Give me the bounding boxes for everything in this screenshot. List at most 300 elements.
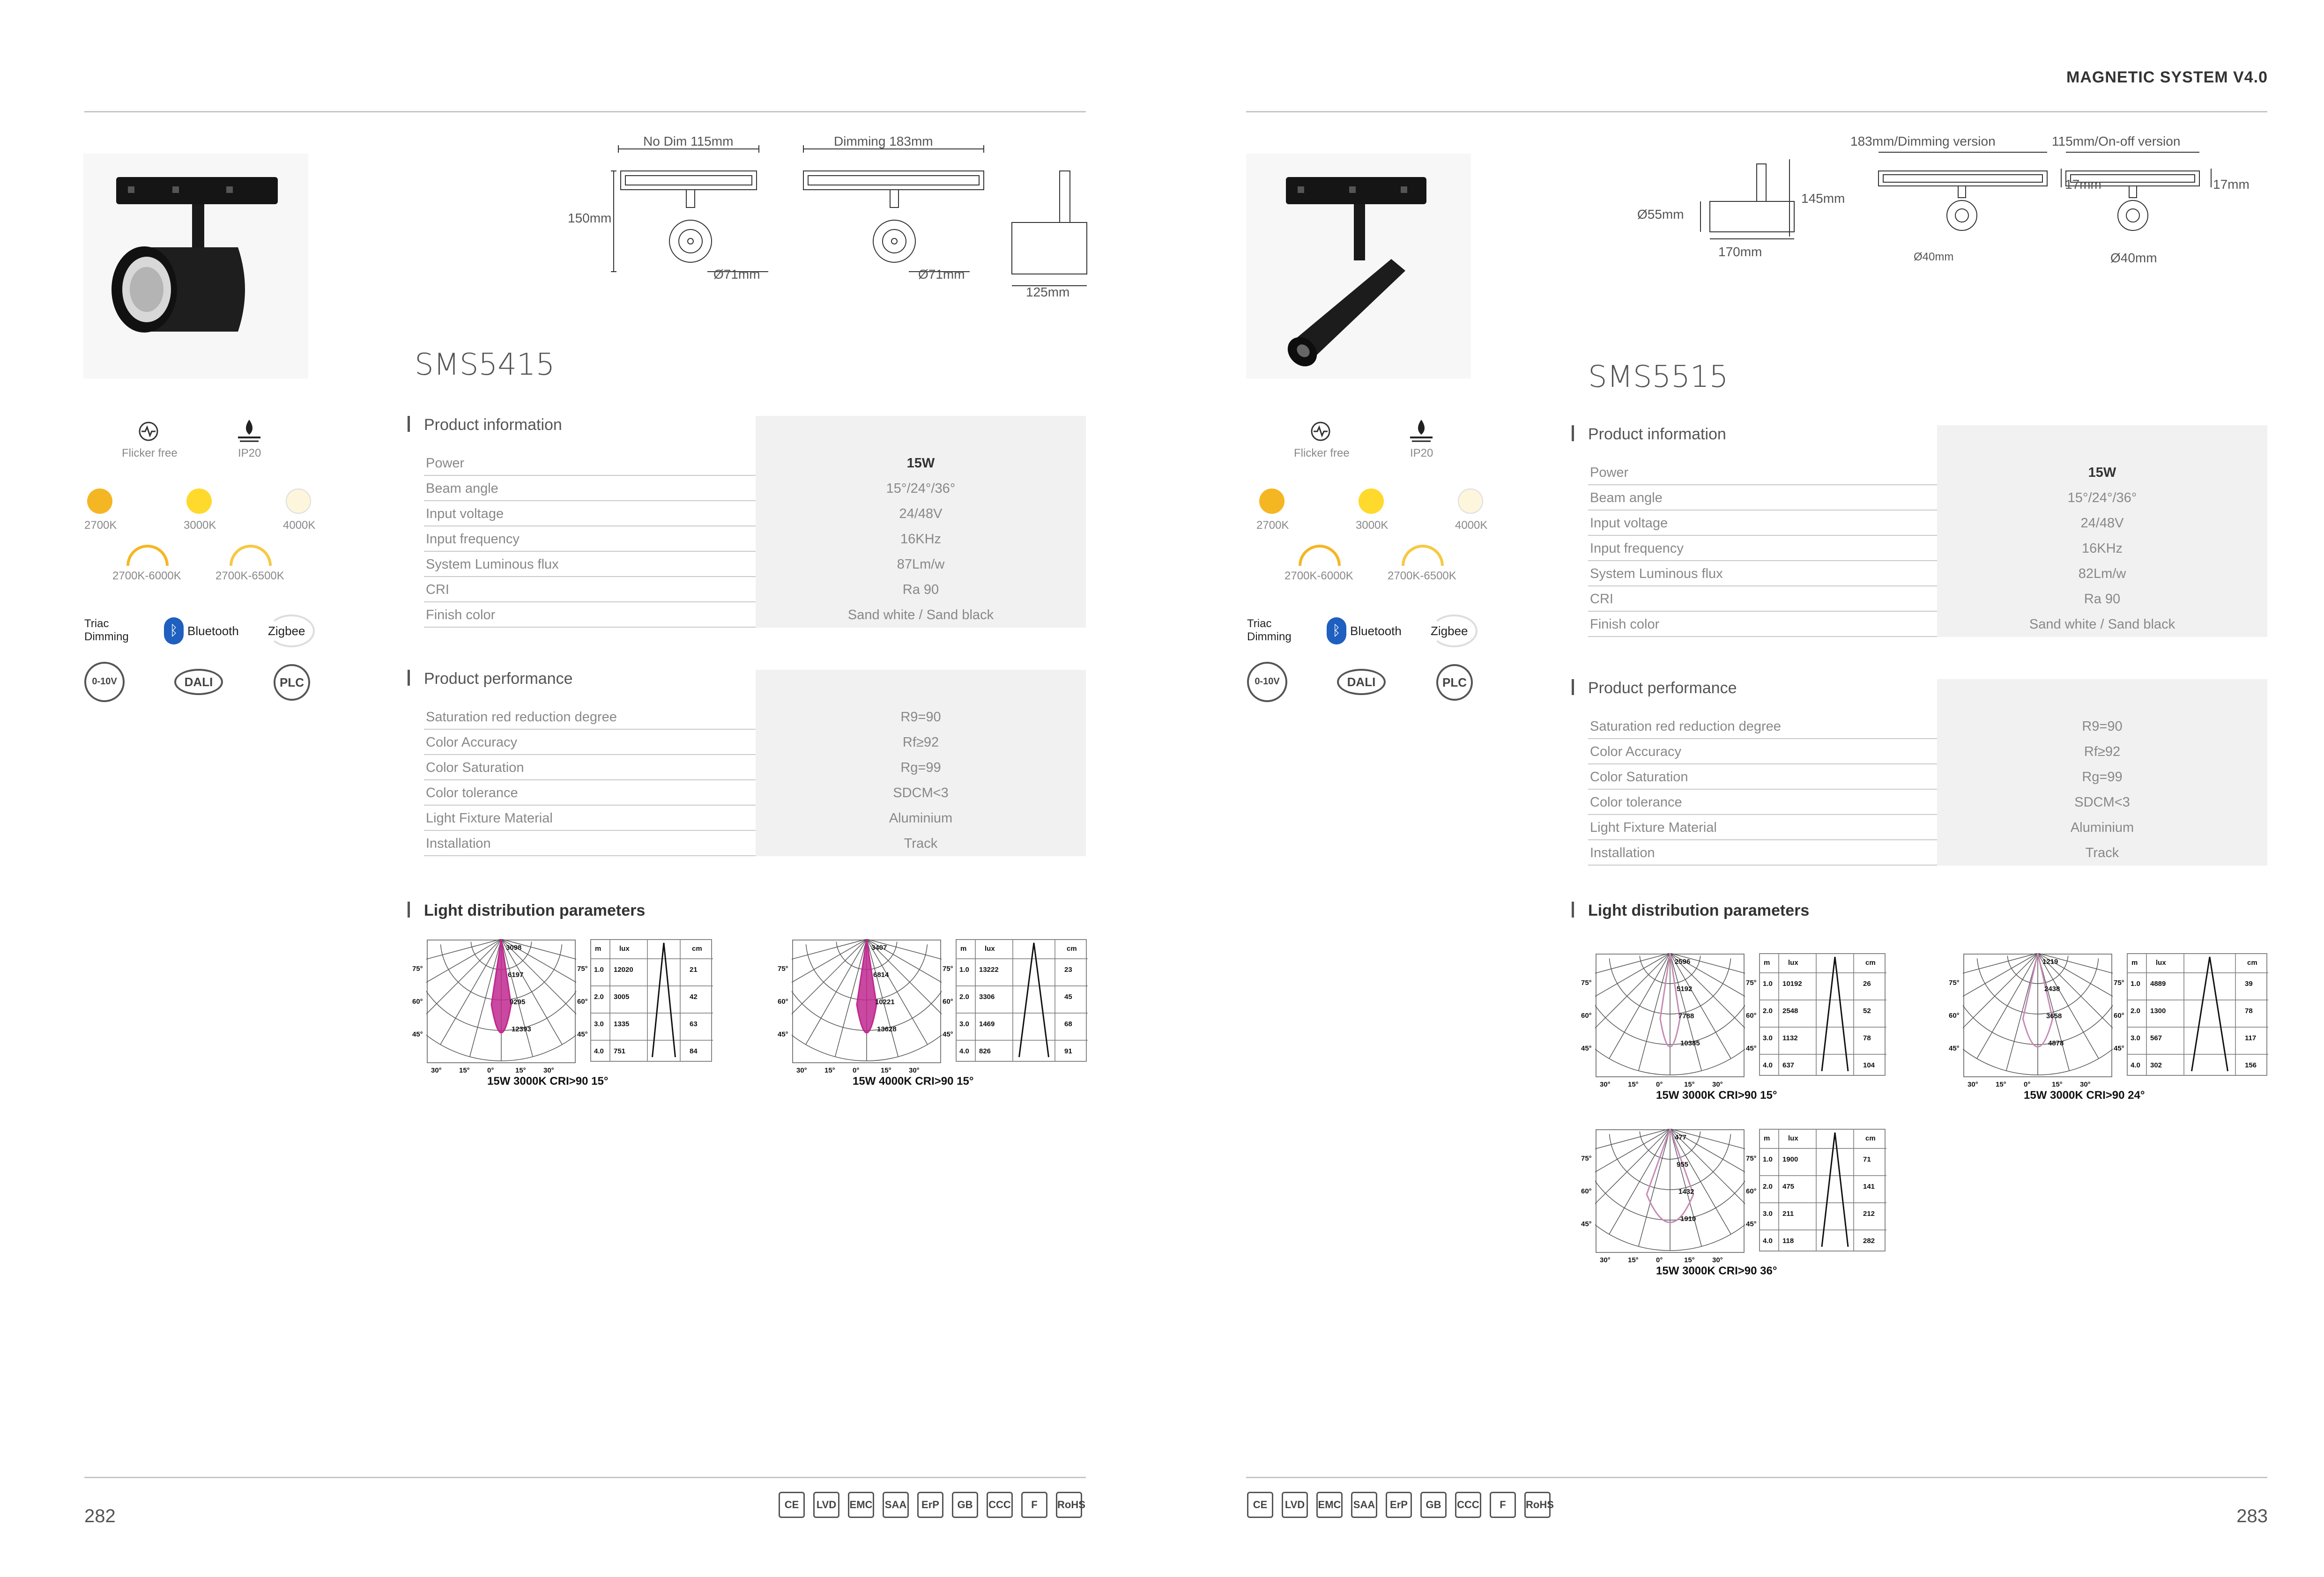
angle-label: 0° [2024,1081,2031,1088]
polar-value-label: 3658 [2046,1012,2062,1020]
table-cell: 1132 [1782,1034,1798,1042]
spec-key: Power [1590,465,1629,480]
certification-ccc-icon: CCC [987,1492,1013,1518]
certification-rohs-icon: RoHS [1524,1492,1551,1518]
plc-badge-right: PLC [1436,664,1473,701]
certification-ce-icon: CE [779,1492,805,1518]
spec-key: Color tolerance [426,785,518,800]
spec-row [1588,714,2267,739]
spec-key: Installation [1590,845,1655,860]
tunable-2700-6000-icon-right [1299,545,1341,566]
spec-key: System Luminous flux [426,557,559,572]
plc-badge: PLC [274,664,310,701]
table-cell: 78 [1863,1034,1871,1042]
angle-label: 75° [1949,979,1960,987]
angle-label: 15° [881,1066,891,1074]
certification-lvd-icon: LVD [1282,1492,1308,1518]
table-cell: 104 [1863,1061,1875,1069]
zigbee-label: Zigbee [268,624,305,638]
spec-row [424,451,1086,476]
table-header: m [2131,959,2138,967]
table-cell: 637 [1782,1061,1795,1069]
color-label-2700k: 2700K [84,519,117,532]
tunable-2700-6000-icon [126,545,169,566]
angle-label: 60° [2114,1012,2124,1020]
angle-label: 60° [1949,1012,1960,1020]
spec-row [1588,586,2267,612]
illuminance-table [590,939,712,1062]
flicker-free-icon-right [1309,420,1332,443]
table-cell: 475 [1782,1183,1795,1191]
polar-value-label: 2438 [2044,985,2060,993]
right-top-rule [1246,111,2267,112]
spec-key: Color Saturation [426,760,524,775]
dim-onoff-version: 115mm/On-off version [2052,134,2181,148]
product-performance-table [424,670,1086,857]
table-header: lux [619,945,630,953]
table-cell: 13222 [979,966,999,974]
dim-dimming: Dimming 183mm [834,134,933,148]
product-info-table-right [1588,425,2267,636]
table-cell: 78 [2245,1007,2253,1015]
table-cell: 91 [1064,1047,1072,1055]
table-cell: 302 [2150,1061,2162,1069]
light-distribution-chart [1949,953,2267,1108]
spec-key: System Luminous flux [1590,566,1723,581]
chart-caption: 15W 3000K CRI>90 15° [487,1075,609,1088]
polar-value-label: 6814 [873,971,889,979]
dali-badge-right: DALI [1337,669,1386,695]
spec-row [424,476,1086,501]
color-4000k-swatch [286,489,311,514]
table-cell: 4.0 [959,1047,969,1055]
triac-dimming-label: Triac Dimming [84,617,129,643]
dim-length: 170mm [1718,244,1762,259]
dim-diameter: Ø55mm [1637,207,1684,222]
table-cell: 52 [1863,1007,1871,1015]
color-label-3000k: 3000K [184,519,216,532]
spec-value: Ra 90 [1937,586,2267,612]
table-header: lux [2156,959,2166,967]
color-label-4000k: 4000K [283,519,316,532]
flicker-free-label-right: Flicker free [1294,447,1350,459]
flicker-free-icon [137,420,160,443]
table-cell: 141 [1863,1183,1875,1191]
angle-label: 30° [2080,1081,2091,1088]
polar-diagram [792,939,942,1066]
light-distribution-heading: Light distribution parameters [408,902,645,920]
table-cell: 10192 [1782,980,1802,988]
angle-label: 75° [778,965,788,973]
certification-gb-icon: GB [1420,1492,1447,1518]
angle-label: 30° [1712,1256,1723,1264]
angle-label: 30° [431,1066,442,1074]
illuminance-table [2127,953,2267,1076]
angle-label: 30° [1600,1081,1611,1088]
color-4000k-swatch-right [1458,489,1483,514]
spec-key: Saturation red reduction degree [1590,719,1781,734]
table-cell: 212 [1863,1210,1875,1218]
spec-key: CRI [426,582,449,597]
angle-label: 45° [1746,1220,1757,1228]
model-name: SMS5415 [415,348,555,382]
spec-value: Sand white / Sand black [1937,612,2267,637]
polar-diagram [1595,953,1745,1080]
spec-value: Rf≥92 [756,730,1086,755]
spec-value: 24/48V [756,501,1086,526]
spec-value: 15°/24°/36° [1937,485,2267,511]
spec-value: 15°/24°/36° [756,476,1086,501]
left-bottom-rule [84,1477,1086,1478]
angle-label: 75° [943,965,953,973]
illuminance-table [1759,1129,1886,1251]
spec-row [1588,790,2267,815]
zigbee-label-right: Zigbee [1431,624,1468,638]
table-cell: 4.0 [594,1047,604,1055]
spec-key: Color tolerance [1590,795,1682,810]
spec-value: Track [1937,840,2267,866]
table-cell: 42 [690,993,698,1001]
spec-row [1588,840,2267,866]
angle-label: 15° [1996,1081,2006,1088]
polar-value-label: 2596 [1675,958,1691,966]
product-performance-heading: Product performance [408,670,573,688]
spec-key: Finish color [426,607,496,622]
angle-label: 15° [824,1066,835,1074]
angle-label: 75° [2114,979,2124,987]
certification-erp-icon: ErP [1386,1492,1412,1518]
polar-value-label: 1910 [1680,1215,1696,1223]
spec-key: Input frequency [1590,541,1684,556]
spec-value: Sand white / Sand black [756,602,1086,628]
bluetooth-label-right: Bluetooth [1350,624,1402,638]
dali-badge: DALI [174,669,223,695]
spec-key: Saturation red reduction degree [426,710,617,725]
table-cell: 2.0 [959,993,969,1001]
beam-lobe [491,939,511,1033]
product-performance-table-right [1588,679,2267,866]
ip20-label: IP20 [238,447,261,459]
polar-value-label: 4878 [2048,1039,2064,1047]
angle-label: 15° [1684,1081,1695,1088]
spec-row [424,501,1086,526]
model-name-right: SMS5515 [1588,360,1729,394]
light-distribution-heading-right: Light distribution parameters [1572,902,1809,920]
dim-depth: 125mm [1026,285,1070,299]
angle-label: 45° [1949,1044,1960,1052]
certification-f-icon: F [1490,1492,1516,1518]
table-cell: 84 [690,1047,698,1055]
spec-value: SDCM<3 [1937,790,2267,815]
angle-label: 15° [459,1066,470,1074]
color-3000k-swatch-right [1359,489,1384,514]
spec-row [1588,764,2267,790]
table-cell: 3.0 [594,1020,604,1028]
table-cell: 26 [1863,980,1871,988]
dim-dia-a: Ø40mm [1914,251,1954,263]
angle-label: 30° [543,1066,554,1074]
spec-value: R9=90 [756,704,1086,730]
angle-label: 60° [1746,1187,1757,1195]
polar-value-label: 13628 [877,1025,897,1033]
certification-ccc-icon: CCC [1455,1492,1481,1518]
polar-value-label: 477 [1675,1133,1687,1141]
certification-emc-icon: EMC [848,1492,874,1518]
polar-diagram [426,939,576,1066]
angle-label: 60° [1581,1187,1592,1195]
spec-key: Color Saturation [1590,770,1688,785]
spec-row [424,831,1086,856]
angle-label: 15° [2052,1081,2063,1088]
spec-value: Aluminium [1937,815,2267,840]
angle-label: 15° [1628,1256,1639,1264]
spec-key: Finish color [1590,617,1660,632]
spec-row [1588,511,2267,536]
spec-row [1588,561,2267,586]
spec-value: 82Lm/w [1937,561,2267,586]
angle-label: 75° [1746,979,1757,987]
table-cell: 71 [1863,1155,1871,1163]
table-cell: 45 [1064,993,1072,1001]
dim-nodim: No Dim 115mm [643,134,734,148]
spec-key: Light Fixture Material [426,811,553,826]
angle-label: 60° [412,998,423,1006]
table-header: lux [985,945,995,953]
tunable-label-b-right: 2700K-6500K [1388,570,1456,582]
table-cell: 1300 [2150,1007,2166,1015]
angle-label: 15° [1628,1081,1639,1088]
certification-lvd-icon: LVD [813,1492,839,1518]
table-cell: 567 [2150,1034,2162,1042]
angle-label: 45° [943,1030,953,1038]
table-header: m [1764,959,1770,967]
table-cell: 211 [1782,1210,1794,1218]
certification-rohs-icon: RoHS [1056,1492,1082,1518]
table-header: cm [1865,959,1876,967]
spec-row [424,806,1086,831]
certification-erp-icon: ErP [917,1492,943,1518]
certification-emc-icon: EMC [1316,1492,1343,1518]
page-number-right: 283 [2236,1506,2268,1526]
angle-label: 60° [1746,1012,1757,1020]
table-header: lux [1788,1134,1798,1142]
spec-row [1588,536,2267,561]
table-cell: 156 [2245,1061,2257,1069]
spec-key: Beam angle [426,481,498,496]
left-top-rule [84,111,1086,112]
angle-label: 15° [515,1066,526,1074]
angle-label: 0° [853,1066,860,1074]
table-cell: 12020 [614,966,633,974]
angle-label: 60° [778,998,788,1006]
table-cell: 4.0 [1763,1237,1773,1245]
angle-label: 30° [1968,1081,1978,1088]
spec-value: Rf≥92 [1937,739,2267,764]
spec-value: 16KHz [756,526,1086,552]
chart-caption: 15W 4000K CRI>90 15° [853,1075,974,1088]
spec-key: Beam angle [1590,490,1663,505]
certification-ce-icon: CE [1247,1492,1273,1518]
color-3000k-swatch [186,489,212,514]
spec-key: Color Accuracy [426,735,518,750]
spec-key: Installation [426,836,491,851]
bluetooth-icon-right: ᛒ [1327,617,1346,644]
0-10v-badge: 0-10V [84,662,125,702]
angle-label: 30° [1600,1256,1611,1264]
spec-value: Ra 90 [756,577,1086,602]
table-cell: 23 [1064,966,1072,974]
table-cell: 1.0 [2131,980,2140,988]
illuminance-table [1759,953,1886,1076]
table-cell: 63 [690,1020,698,1028]
angle-label: 30° [796,1066,807,1074]
table-cell: 282 [1863,1237,1875,1245]
table-cell: 39 [2245,980,2253,988]
tunable-label-a: 2700K-6000K [112,570,181,582]
product-photo [83,154,308,378]
tunable-label-a-right: 2700K-6000K [1285,570,1353,582]
spec-key: Power [426,456,465,471]
spec-row [1588,815,2267,840]
table-cell: 751 [614,1047,626,1055]
dim-diameter-a: Ø71mm [713,267,760,281]
polar-diagram [1963,953,2113,1080]
table-header: m [1764,1134,1770,1142]
right-bottom-rule [1246,1477,2267,1478]
dim-height-right: 145mm [1801,191,1845,206]
angle-label: 45° [778,1030,788,1038]
color-2700k-swatch-right [1259,489,1285,514]
spec-key: Color Accuracy [1590,744,1682,759]
polar-value-label: 3407 [871,944,887,952]
table-header: cm [1865,1134,1876,1142]
table-cell: 2548 [1782,1007,1798,1015]
beam-lobe [857,939,876,1033]
angle-label: 75° [1746,1155,1757,1162]
chart-caption: 15W 3000K CRI>90 36° [1656,1265,1777,1277]
spec-value: 15W [1937,460,2267,485]
spec-row [424,602,1086,628]
spec-value: Aluminium [756,806,1086,831]
spec-row [1588,612,2267,637]
spec-row [1588,485,2267,511]
table-header: m [960,945,967,953]
table-cell: 2.0 [1763,1183,1773,1191]
dim-track-b: 17mm [2213,177,2250,192]
angle-label: 45° [1746,1044,1757,1052]
table-cell: 4889 [2150,980,2166,988]
product-info-heading-right: Product information [1572,425,1726,444]
polar-diagram [1595,1129,1745,1255]
dimension-drawing [562,126,1091,309]
spec-row [424,730,1086,755]
polar-value-label: 12393 [512,1025,531,1033]
table-cell: 4.0 [1763,1061,1773,1069]
spec-value: Rg=99 [756,755,1086,780]
polar-value-label: 9295 [510,998,526,1006]
certification-f-icon: F [1021,1492,1047,1518]
spec-value: 15W [756,451,1086,476]
spec-key: Light Fixture Material [1590,820,1717,835]
angle-label: 45° [2114,1044,2124,1052]
page-number-left: 282 [84,1506,116,1526]
polar-value-label: 7788 [1678,1012,1694,1020]
tunable-label-b: 2700K-6500K [215,570,284,582]
brand-title: MAGNETIC SYSTEM V4.0 [2066,68,2268,86]
polar-value-label: 10385 [1680,1039,1700,1047]
product-info-heading: Product information [408,416,562,434]
angle-label: 75° [412,965,423,973]
table-cell: 3.0 [1763,1210,1773,1218]
table-cell: 2.0 [594,993,604,1001]
certification-gb-icon: GB [952,1492,978,1518]
tunable-2700-6500-icon [230,545,272,566]
spec-row [1588,460,2267,485]
light-distribution-chart [1581,1129,1886,1283]
color-label-3000k-right: 3000K [1356,519,1388,532]
angle-label: 0° [1656,1081,1663,1088]
spec-key: Input voltage [426,506,504,521]
table-header: cm [692,945,702,953]
table-cell: 3.0 [959,1020,969,1028]
dim-height: 150mm [568,211,612,225]
product-photo-right [1246,154,1471,378]
spec-row [424,577,1086,602]
flicker-free-label: Flicker free [122,447,178,459]
light-distribution-chart [778,939,1087,1094]
table-cell: 2.0 [2131,1007,2140,1015]
table-cell: 1335 [614,1020,630,1028]
table-cell: 21 [690,966,698,974]
spec-row [424,704,1086,730]
spec-value: 16KHz [1937,536,2267,561]
table-cell: 826 [979,1047,991,1055]
table-cell: 1.0 [959,966,969,974]
angle-label: 45° [412,1030,423,1038]
spec-value: 87Lm/w [756,552,1086,577]
certification-saa-icon: SAA [883,1492,909,1518]
spec-row [424,780,1086,806]
table-header: lux [1788,959,1798,967]
table-cell: 3306 [979,993,995,1001]
bluetooth-icon: ᛒ [164,617,184,644]
table-cell: 2.0 [1763,1007,1773,1015]
angle-label: 60° [1581,1012,1592,1020]
spec-row [1588,739,2267,764]
color-label-2700k-right: 2700K [1256,519,1289,532]
table-cell: 1.0 [1763,1155,1773,1163]
dim-dia-b: Ø40mm [2110,251,2157,265]
polar-value-label: 5192 [1677,985,1693,993]
angle-label: 15° [1684,1256,1695,1264]
product-performance-heading-right: Product performance [1572,679,1737,697]
spec-key: CRI [1590,592,1613,607]
table-cell: 117 [2245,1034,2257,1042]
angle-label: 30° [1712,1081,1723,1088]
angle-label: 0° [487,1066,494,1074]
angle-label: 0° [1656,1256,1663,1264]
dim-diameter-b: Ø71mm [918,267,965,281]
angle-label: 75° [577,965,588,973]
dim-dimming-version: 183mm/Dimming version [1850,134,1996,148]
triac-dimming-label-right: Triac Dimming [1247,617,1292,643]
angle-label: 75° [1581,1155,1592,1162]
table-cell: 3.0 [1763,1034,1773,1042]
chart-caption: 15W 3000K CRI>90 15° [1656,1089,1777,1102]
angle-label: 60° [577,998,588,1006]
0-10v-badge-right: 0-10V [1247,662,1287,702]
angle-label: 45° [577,1030,588,1038]
